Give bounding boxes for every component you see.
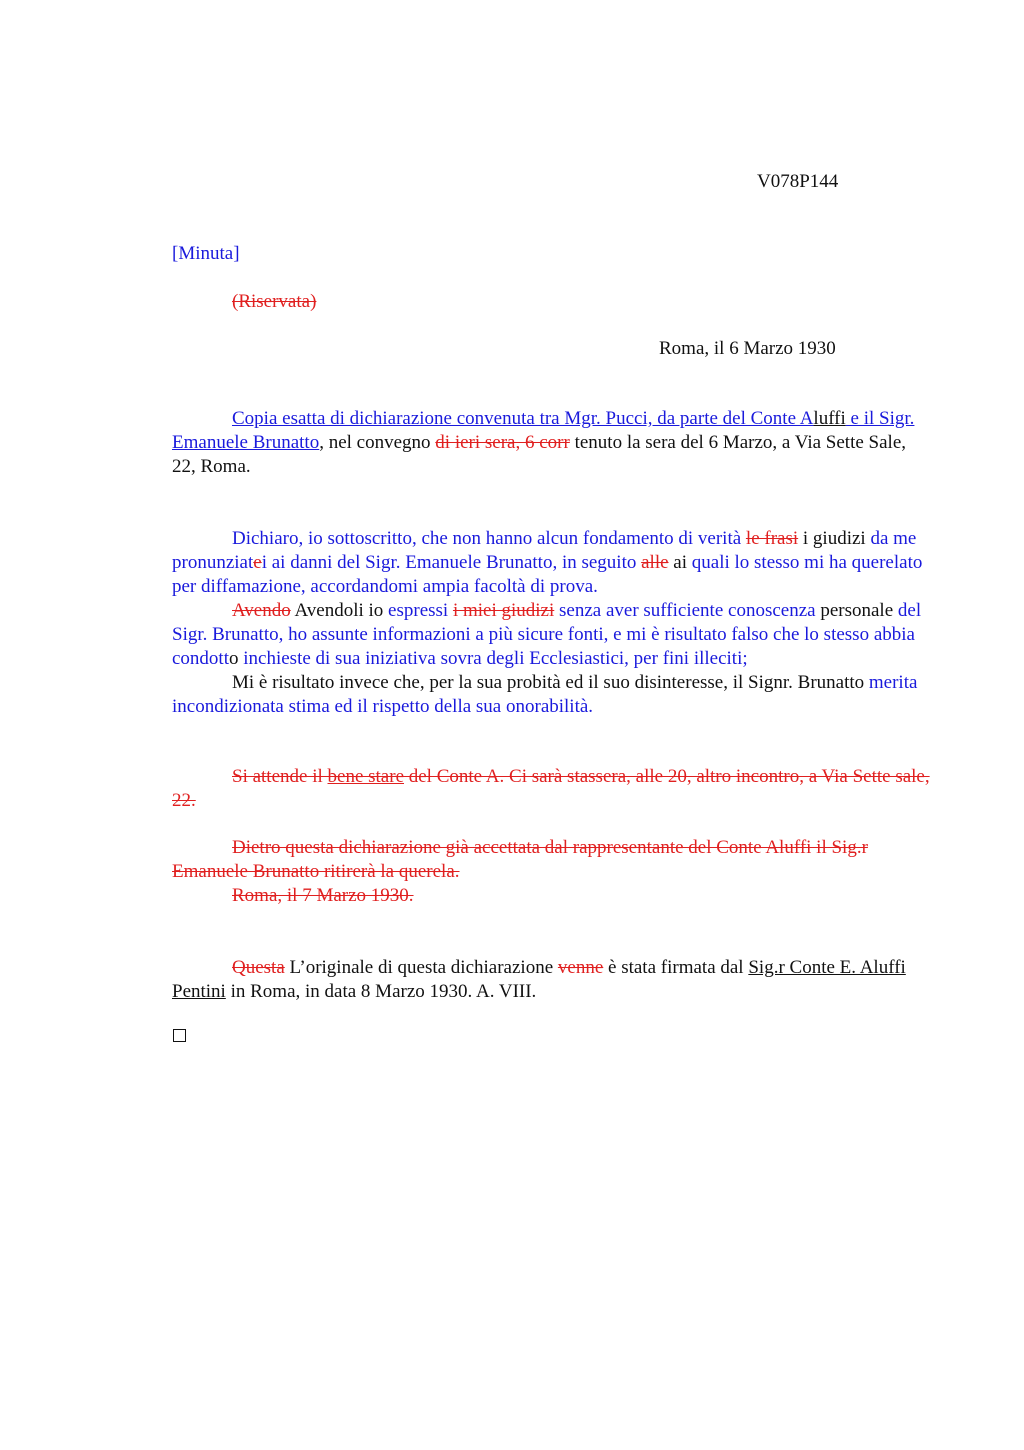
struck-paragraph-2 (172, 836, 932, 908)
text-run: i giudizi (798, 528, 866, 549)
text-run: o (229, 648, 239, 669)
text-run: senza aver sufficiente conoscenza (554, 600, 816, 621)
text-run: da me pronunziat (172, 528, 917, 573)
text-run: L’originale di questa dichiarazione (284, 957, 558, 978)
intro-paragraph (172, 407, 932, 479)
deleted-run: del Conte A. Ci sarà stassera, alle 20, altro incontro, a Via Sette sale, 22. (172, 766, 930, 811)
checkbox-square-icon (173, 1029, 186, 1042)
minuta-label: [Minuta] (172, 243, 240, 264)
declaration-block (172, 527, 932, 719)
text-run: Mi è risultato invece che, per la sua probità ed il suo disinteresse, il Signr. Brunatto (232, 672, 865, 693)
deleted-run: Questa (232, 957, 285, 978)
text-run: inchieste di sua iniziativa sovra degli Ecclesiastici, per fini illeciti; (238, 648, 748, 669)
deleted-run: e (253, 552, 262, 573)
intro-part: Copia esatta di dichiarazione convenuta tra Mgr. Pucci, da parte del Conte A (232, 408, 814, 429)
signatory-name: Sig.r Conte E. Aluffi Pentini (172, 957, 906, 1002)
text-run: quali lo stesso mi ha querelato per diffamazione, accordandomi ampia facoltà di prova. (172, 552, 923, 597)
intro-deleted: di ieri sera, 6 corr (435, 432, 570, 453)
intro-part: , nel convegno (319, 432, 436, 453)
intro-part: luffi (813, 408, 846, 429)
text-run: in Roma, in data 8 Marzo 1930. A. VIII. (225, 981, 537, 1002)
declaration-paragraph-3 (172, 671, 932, 719)
text-run: merita incondizionata stima ed il rispetto della sua onorabilità. (172, 672, 918, 717)
deleted-run: Dietro questa dichiarazione già accettata dal rappresentante del Conte Aluffi il Sig.r Emanuele Brunatto ritirerà la querela. (172, 837, 868, 882)
deleted-underlined-run: bene stare (327, 766, 404, 787)
date-line: Roma, il 6 Marzo 1930 (659, 338, 836, 359)
deleted-date: Roma, il 7 Marzo 1930. (232, 885, 414, 906)
deleted-run: venne (557, 957, 604, 978)
closing-paragraph (172, 956, 932, 1004)
deleted-run: alle (641, 552, 669, 573)
declaration-paragraph-2 (172, 599, 932, 671)
text-run: Avendoli io (290, 600, 389, 621)
text-run: i ai danni del Sigr. Emanuele Brunatto, in seguito (261, 552, 642, 573)
deleted-run: i miei giudizi (452, 600, 555, 621)
struck-paragraph-1 (172, 765, 932, 813)
text-run: espressi (388, 600, 449, 621)
declaration-paragraph-1 (172, 527, 932, 599)
text-run: ai (668, 552, 688, 573)
text-run: Dichiaro, io sottoscritto, che non hanno alcun fondamento di verità (232, 528, 746, 549)
text-run: personale (815, 600, 894, 621)
deleted-run: le frasi (745, 528, 799, 549)
deleted-run: Avendo (232, 600, 291, 621)
intro-part: e il Sigr. Emanuele Brunatto (172, 408, 915, 453)
deleted-run: Si attende il (232, 766, 328, 787)
intro-part: tenuto la sera del 6 Marzo, a Via Sette Sale, 22, Roma. (172, 432, 907, 477)
text-run: è stata firmata dal (603, 957, 749, 978)
text-run: del Sigr. Brunatto, ho assunte informazioni a più sicure fonti, e mi è risultato falso che lo stesso abbia condott (172, 600, 922, 669)
document-reference: V078P144 (757, 171, 839, 192)
riservata-label: (Riservata) (232, 291, 317, 312)
